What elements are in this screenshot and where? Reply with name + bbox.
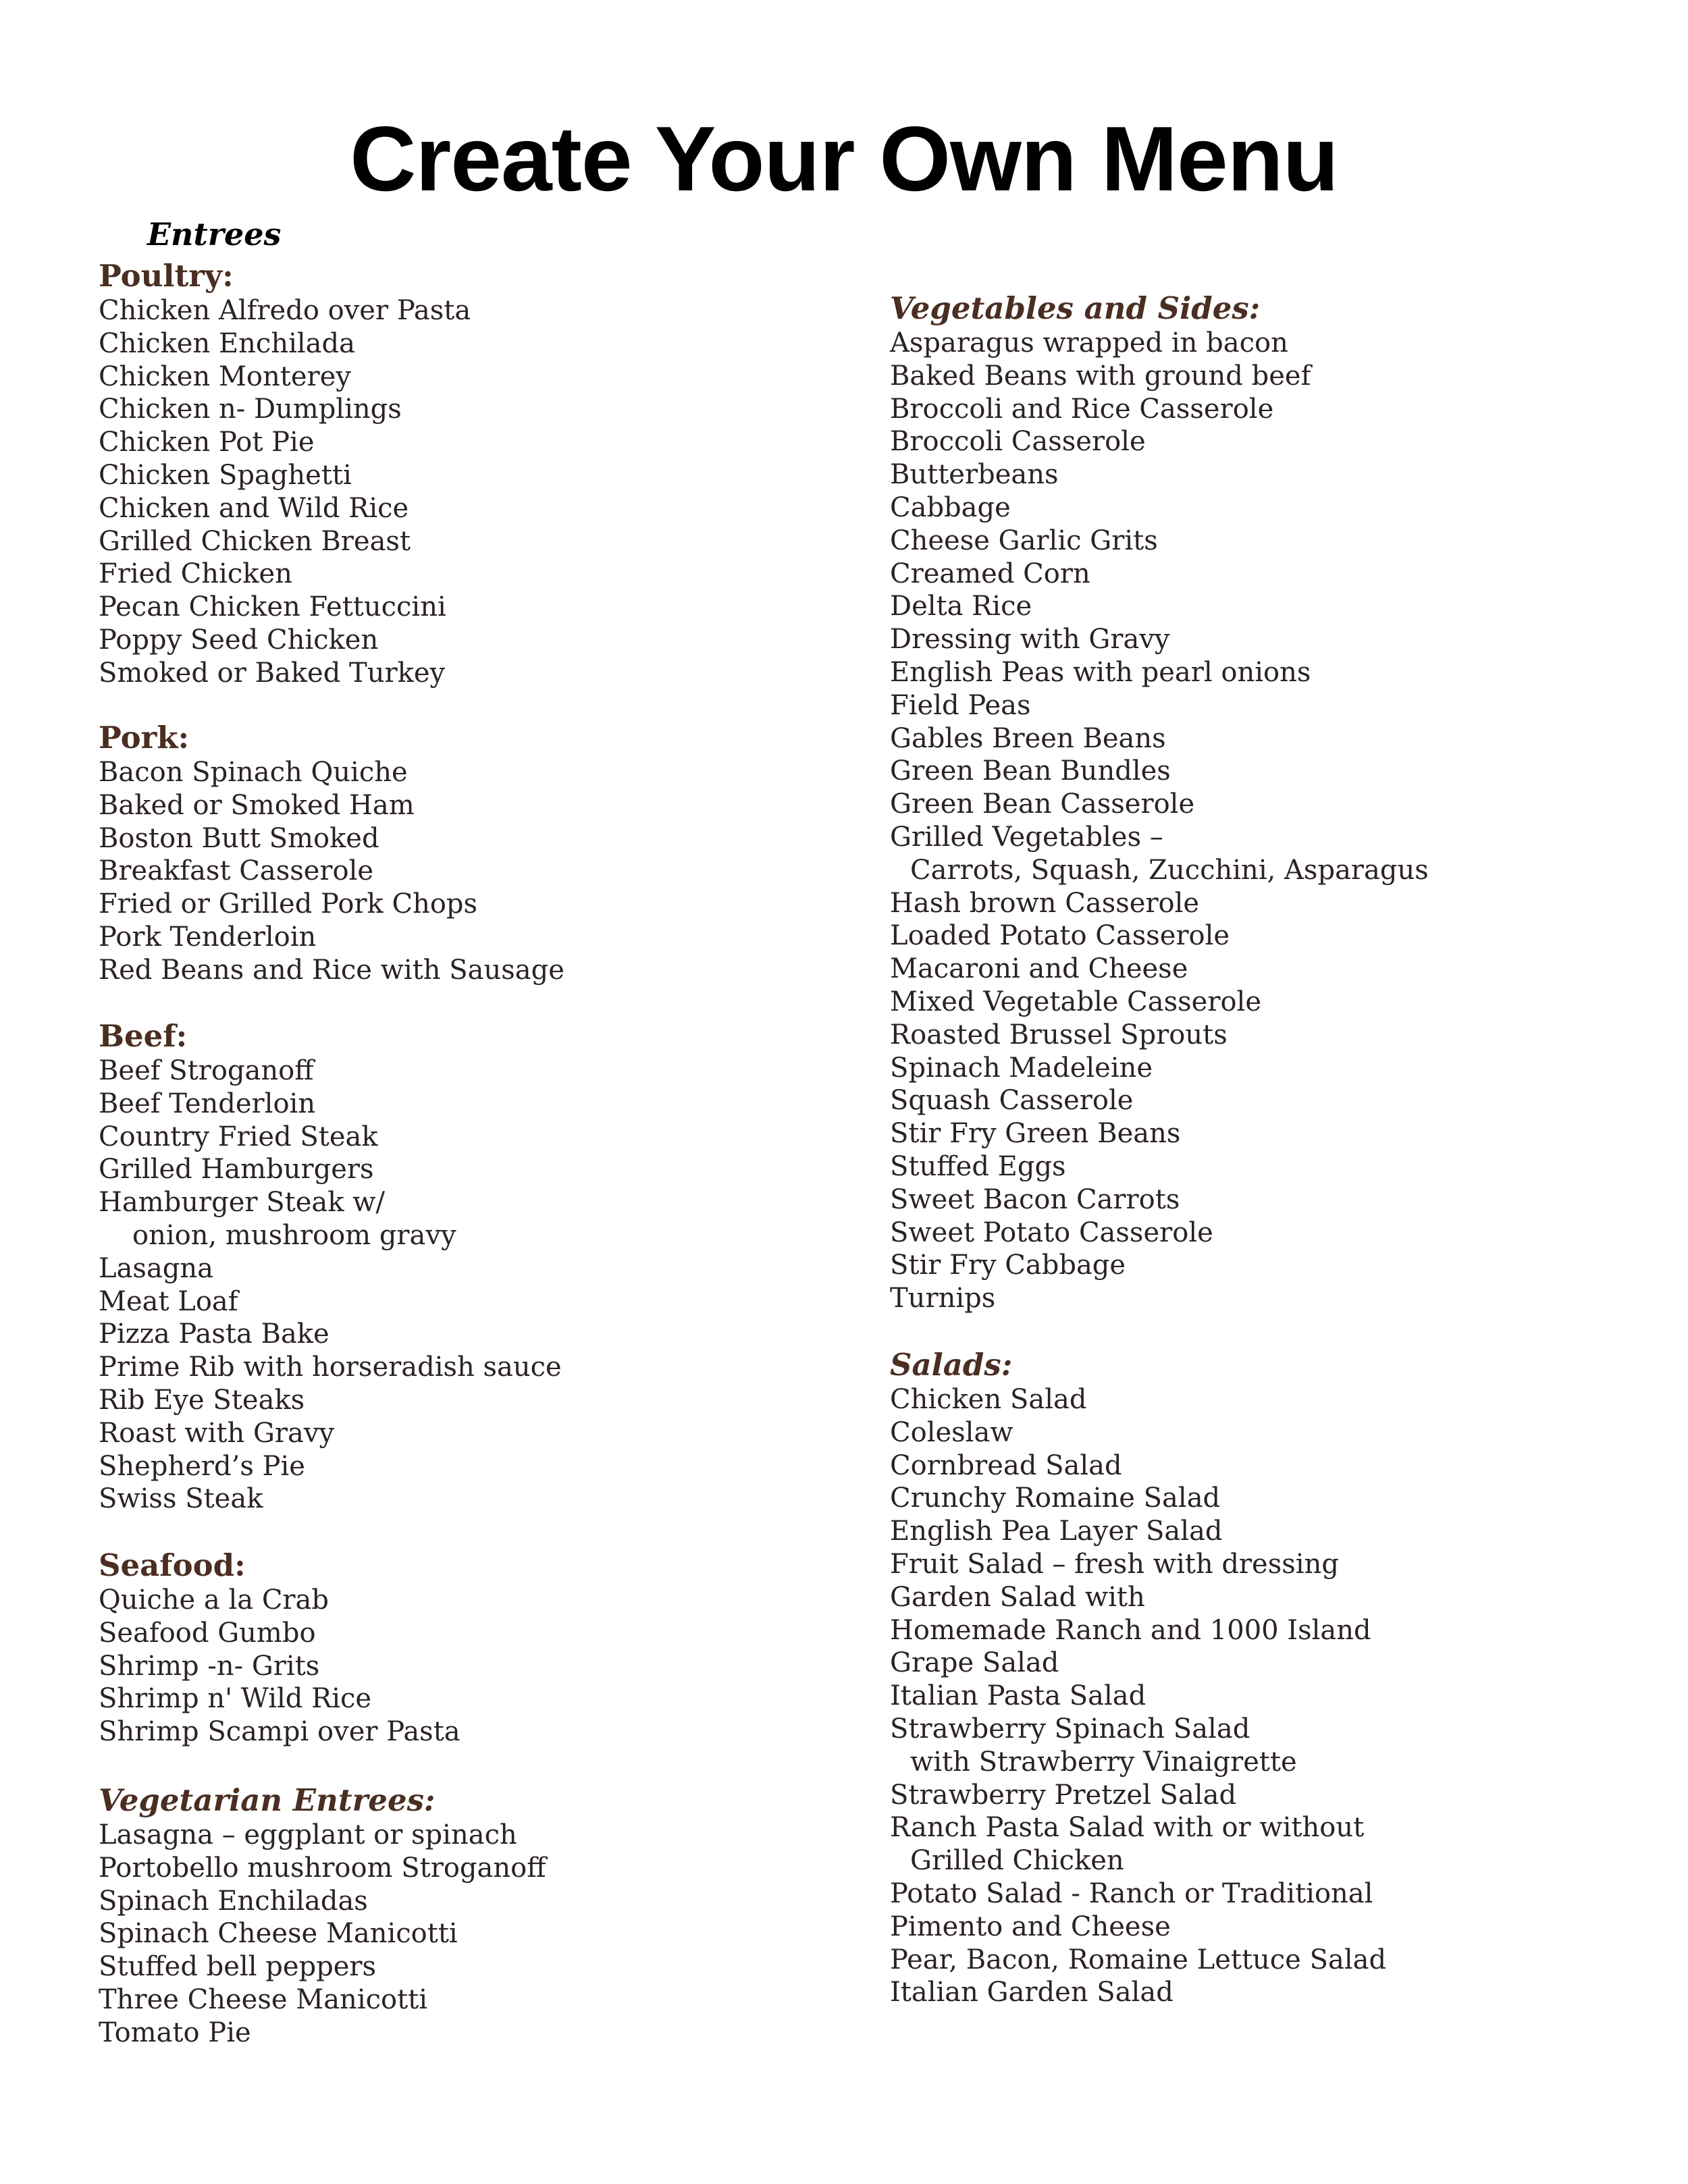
menu-item: Shrimp -n- Grits: [99, 1650, 320, 1682]
menu-item: Garden Salad with: [890, 1581, 1145, 1613]
menu-item: Grilled Chicken: [910, 1845, 1124, 1877]
menu-item: Grilled Vegetables –: [890, 821, 1163, 853]
menu-item: Chicken Salad: [890, 1384, 1087, 1415]
menu-item: Chicken Pot Pie: [99, 427, 315, 458]
menu-item: Spinach Madeleine: [890, 1052, 1153, 1084]
menu-item: Portobello mushroom Stroganoff: [99, 1852, 546, 1884]
menu-item: Cabbage: [890, 491, 1011, 523]
menu-item: Cheese Garlic Grits: [890, 525, 1158, 556]
menu-item: Strawberry Spinach Salad: [890, 1713, 1250, 1744]
menu-item: Crunchy Romaine Salad: [890, 1483, 1221, 1514]
menu-item: Shrimp n' Wild Rice: [99, 1683, 372, 1715]
menu-item: Ranch Pasta Salad with or without: [890, 1812, 1365, 1844]
menu-item: Roast with Gravy: [99, 1417, 335, 1449]
menu-item: Asparagus wrapped in bacon: [890, 327, 1288, 358]
menu-item: Breakfast Casserole: [99, 855, 374, 887]
menu-item: Prime Rib with horseradish sauce: [99, 1352, 562, 1383]
menu-item: Loaded Potato Casserole: [890, 920, 1230, 952]
menu-item: Chicken Monterey: [99, 361, 351, 392]
menu-item: Italian Pasta Salad: [890, 1680, 1146, 1712]
menu-item: onion, mushroom gravy: [132, 1219, 456, 1251]
menu-item: English Peas with pearl onions: [890, 656, 1311, 688]
menu-item: Baked or Smoked Ham: [99, 789, 415, 821]
menu-item: Pork Tenderloin: [99, 921, 317, 953]
menu-item: Seafood Gumbo: [99, 1617, 316, 1649]
menu-item: Delta Rice: [890, 591, 1032, 622]
menu-item: Three Cheese Manicotti: [99, 1983, 428, 2015]
menu-item: Chicken Enchilada: [99, 327, 355, 359]
menu-item: with Strawberry Vinaigrette: [910, 1746, 1297, 1778]
section-salads: [890, 1347, 1386, 2009]
menu-item: Dressing with Gravy: [890, 624, 1170, 656]
menu-item: Spinach Enchiladas: [99, 1885, 368, 1917]
menu-item: English Pea Layer Salad: [890, 1516, 1223, 1547]
menu-item: Stir Fry Green Beans: [890, 1118, 1181, 1150]
menu-item: Smoked or Baked Turkey: [99, 657, 446, 689]
menu-item: Mixed Vegetable Casserole: [890, 986, 1262, 1017]
menu-item: Hamburger Steak w/: [99, 1187, 385, 1219]
menu-item: Lasagna: [99, 1252, 213, 1284]
menu-item: Turnips: [890, 1283, 996, 1314]
menu-item: Baked Beans with ground beef: [890, 360, 1311, 392]
menu-item: Field Peas: [890, 689, 1031, 721]
menu-item: Chicken Alfredo over Pasta: [99, 295, 471, 326]
section-vegetarian-entrees: [99, 1782, 546, 2050]
menu-item: Squash Casserole: [890, 1085, 1134, 1117]
menu-item: Meat Loaf: [99, 1285, 238, 1317]
menu-item: Tomato Pie: [99, 2017, 251, 2048]
menu-item: Broccoli Casserole: [890, 426, 1146, 458]
menu-item: Chicken Spaghetti: [99, 459, 352, 491]
page-title: Create Your Own Menu: [350, 107, 1338, 210]
menu-item: Carrots, Squash, Zucchini, Asparagus: [910, 854, 1429, 886]
menu-item: Stuffed Eggs: [890, 1150, 1066, 1182]
section-pork: [99, 720, 564, 987]
menu-item: Pecan Chicken Fettuccini: [99, 591, 446, 623]
menu-item: Broccoli and Rice Casserole: [890, 393, 1274, 425]
section-heading-poultry: Poultry:: [99, 258, 234, 294]
menu-item: Green Bean Casserole: [890, 789, 1195, 820]
menu-item: Grilled Hamburgers: [99, 1154, 374, 1186]
menu-item: Shrimp Scampi over Pasta: [99, 1716, 460, 1748]
section-poultry: [99, 258, 471, 690]
menu-item: Chicken and Wild Rice: [99, 492, 409, 524]
section-heading-vegetables-and-sides: Vegetables and Sides:: [890, 290, 1261, 326]
menu-item: Coleslaw: [890, 1416, 1013, 1448]
section-heading-pork: Pork:: [99, 720, 190, 755]
menu-item: Pear, Bacon, Romaine Lettuce Salad: [890, 1944, 1387, 1975]
menu-item: Beef Stroganoff: [99, 1055, 314, 1086]
menu-item: Butterbeans: [890, 459, 1059, 491]
menu-item: Stir Fry Cabbage: [890, 1250, 1126, 1281]
menu-item: Sweet Potato Casserole: [890, 1217, 1213, 1248]
section-heading-vegetarian-entrees: Vegetarian Entrees:: [99, 1782, 436, 1818]
menu-item: Fruit Salad – fresh with dressing: [890, 1548, 1339, 1580]
entrees-label: Entrees: [147, 216, 282, 252]
menu-item: Green Bean Bundles: [890, 755, 1171, 787]
menu-item: Strawberry Pretzel Salad: [890, 1779, 1237, 1811]
section-vegetables-and-sides: [890, 290, 1429, 1315]
menu-item: Country Fried Steak: [99, 1121, 378, 1152]
menu-item: Stuffed bell peppers: [99, 1951, 377, 1983]
menu-item: Bacon Spinach Quiche: [99, 757, 408, 788]
menu-item: Gables Breen Beans: [890, 722, 1166, 754]
menu-item: Swiss Steak: [99, 1483, 263, 1515]
menu-item: Creamed Corn: [890, 558, 1090, 589]
menu-item: Cornbread Salad: [890, 1449, 1122, 1481]
section-beef: [99, 1018, 562, 1516]
menu-item: Italian Garden Salad: [890, 1977, 1173, 2008]
menu-item: Shepherd’s Pie: [99, 1450, 305, 1482]
menu-item: Pizza Pasta Bake: [99, 1319, 329, 1350]
menu-item: Grilled Chicken Breast: [99, 525, 411, 557]
menu-item: Red Beans and Rice with Sausage: [99, 954, 564, 986]
menu-item: Pimento and Cheese: [890, 1911, 1171, 1942]
section-heading-seafood: Seafood:: [99, 1547, 246, 1583]
menu-item: Rib Eye Steaks: [99, 1384, 305, 1416]
menu-item: Roasted Brussel Sprouts: [890, 1019, 1228, 1050]
menu-item: Grape Salad: [890, 1647, 1059, 1679]
menu-item: Hash brown Casserole: [890, 887, 1200, 919]
menu-item: Beef Tenderloin: [99, 1088, 316, 1119]
menu-item: Fried or Grilled Pork Chops: [99, 888, 478, 920]
menu-item: Chicken n- Dumplings: [99, 394, 402, 425]
menu-item: Quiche a la Crab: [99, 1584, 329, 1616]
section-heading-salads: Salads:: [890, 1347, 1013, 1383]
menu-item: Homemade Ranch and 1000 Island: [890, 1614, 1371, 1646]
menu-item: Fried Chicken: [99, 558, 292, 590]
section-seafood: [99, 1547, 460, 1749]
menu-item: Macaroni and Cheese: [890, 953, 1188, 985]
menu-item: Sweet Bacon Carrots: [890, 1183, 1180, 1215]
menu-item: Lasagna – eggplant or spinach: [99, 1819, 517, 1850]
menu-item: Poppy Seed Chicken: [99, 624, 379, 656]
section-heading-beef: Beef:: [99, 1018, 188, 1054]
menu-item: Potato Salad - Ranch or Traditional: [890, 1877, 1373, 1909]
menu-item: Boston Butt Smoked: [99, 822, 379, 854]
menu-item: Spinach Cheese Manicotti: [99, 1918, 458, 1950]
